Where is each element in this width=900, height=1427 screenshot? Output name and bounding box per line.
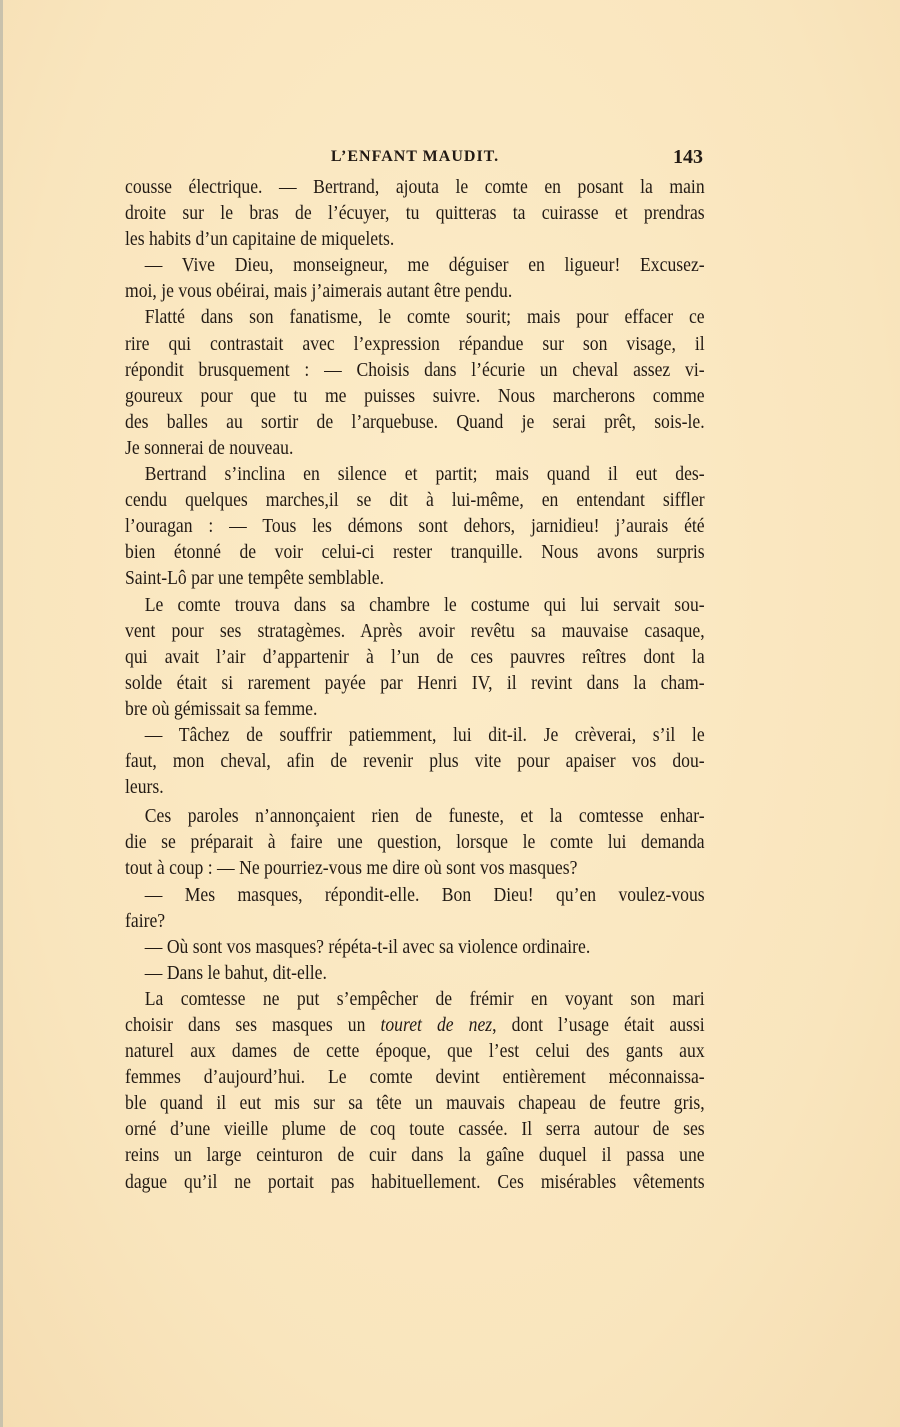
text-segment: , dont l’usage était aussi <box>492 1014 705 1036</box>
text-line: rire qui contrastait avec l’expression répandue sur son visage, il <box>125 332 705 355</box>
text-line: l’ouragan : — Tous les démons sont dehors, jarnidieu! j’aurais été <box>125 515 705 538</box>
text-line-with-italic <box>125 1012 705 1038</box>
text-line: tout à coup : — Ne pourriez-vous me dire où sont vos masques? <box>125 857 578 880</box>
page-header <box>125 146 705 172</box>
body-text <box>125 174 705 1195</box>
text-segment: choisir dans ses masques un <box>125 1014 381 1036</box>
text-line: die se préparait à faire une question, lorsque le comte lui demanda <box>125 831 705 854</box>
text-line: — Vive Dieu, monseigneur, me déguiser en ligueur! Excusez- <box>144 254 705 277</box>
text-line: moi, je vous obéirai, mais j’aimerais autant être pendu. <box>125 280 513 303</box>
text-line: La comtesse ne put s’empêcher de frémir en voyant son mari <box>144 987 705 1010</box>
text-line: cousse électrique. — Bertrand, ajouta le comte en posant la main <box>125 176 705 198</box>
text-line: répondit brusquement : — Choisis dans l’écurie un cheval assez vi- <box>125 358 705 381</box>
text-line: bre où gémissait sa femme. <box>125 697 318 720</box>
text-line: les habits d’un capitaine de miquelets. <box>125 228 395 251</box>
italic-phrase: touret de nez <box>380 1014 493 1036</box>
text-line: ble quand il eut mis sur sa tête un mauvais chapeau de feutre gris, <box>125 1092 705 1115</box>
text-line: cendu quelques marches,il se dit à lui-même, en entendant siffler <box>125 489 705 512</box>
text-line: dague qu’il ne portait pas habituellement. Ces misérables vêtements <box>125 1170 705 1193</box>
text-line: qui avait l’air d’appartenir à l’un de ces pauvres reîtres dont la <box>125 645 705 668</box>
text-line: orné d’une vieille plume de coq toute cassée. Il serra autour de ses <box>125 1118 705 1141</box>
text-line: — Dans le bahut, dit-elle. <box>144 961 327 984</box>
text-line: leurs. <box>125 776 164 799</box>
text-line: reins un large ceinturon de cuir dans la gaîne duquel il passa une <box>125 1144 705 1167</box>
text-line: Saint-Lô par une tempête semblable. <box>125 567 384 590</box>
text-line: naturel aux dames de cette époque, que l’est celui des gants aux <box>125 1040 705 1063</box>
text-line: — Mes masques, répondit-elle. Bon Dieu! qu’en voulez-vous <box>144 883 705 906</box>
scan-edge <box>0 0 3 1427</box>
text-line: Je sonnerai de nouveau. <box>125 436 294 459</box>
text-line: — Tâchez de souffrir patiemment, lui dit-il. Je crèverai, s’il le <box>144 723 705 746</box>
text-line: goureux pour que tu me puisses suivre. Nous marcherons comme <box>125 384 705 407</box>
text-line: des balles au sortir de l’arquebuse. Quand je serai prêt, sois-le. <box>125 410 705 433</box>
page-number: 143 <box>673 146 703 168</box>
text-line: Flatté dans son fanatisme, le comte sourit; mais pour effacer ce <box>144 306 705 329</box>
text-line: faire? <box>125 909 166 932</box>
text-line: faut, mon cheval, afin de revenir plus vite pour apaiser vos dou- <box>125 750 705 773</box>
text-line: bien étonné de voir celui-ci rester tranquille. Nous avons surpris <box>125 541 705 564</box>
text-line: — Où sont vos masques? répéta-t-il avec sa violence ordinaire. <box>144 935 591 958</box>
text-line: droite sur le bras de l’écuyer, tu quitteras ta cuirasse et prendras <box>125 202 705 225</box>
text-line: Ces paroles n’annonçaient rien de funeste, et la comtesse enhar- <box>144 805 705 828</box>
running-title: L’ENFANT MAUDIT. <box>330 148 500 165</box>
text-line: solde était si rarement payée par Henri IV, il revint dans la cham- <box>125 671 705 694</box>
text-line: Le comte trouva dans sa chambre le costume qui lui servait sou- <box>144 593 705 616</box>
text-line: vent pour ses stratagèmes. Après avoir revêtu sa mauvaise casaque, <box>125 619 705 642</box>
text-line: femmes d’aujourd’hui. Le comte devint entièrement méconnaissa- <box>125 1066 705 1089</box>
text-line: Bertrand s’inclina en silence et partit; mais quand il eut des- <box>144 463 705 486</box>
